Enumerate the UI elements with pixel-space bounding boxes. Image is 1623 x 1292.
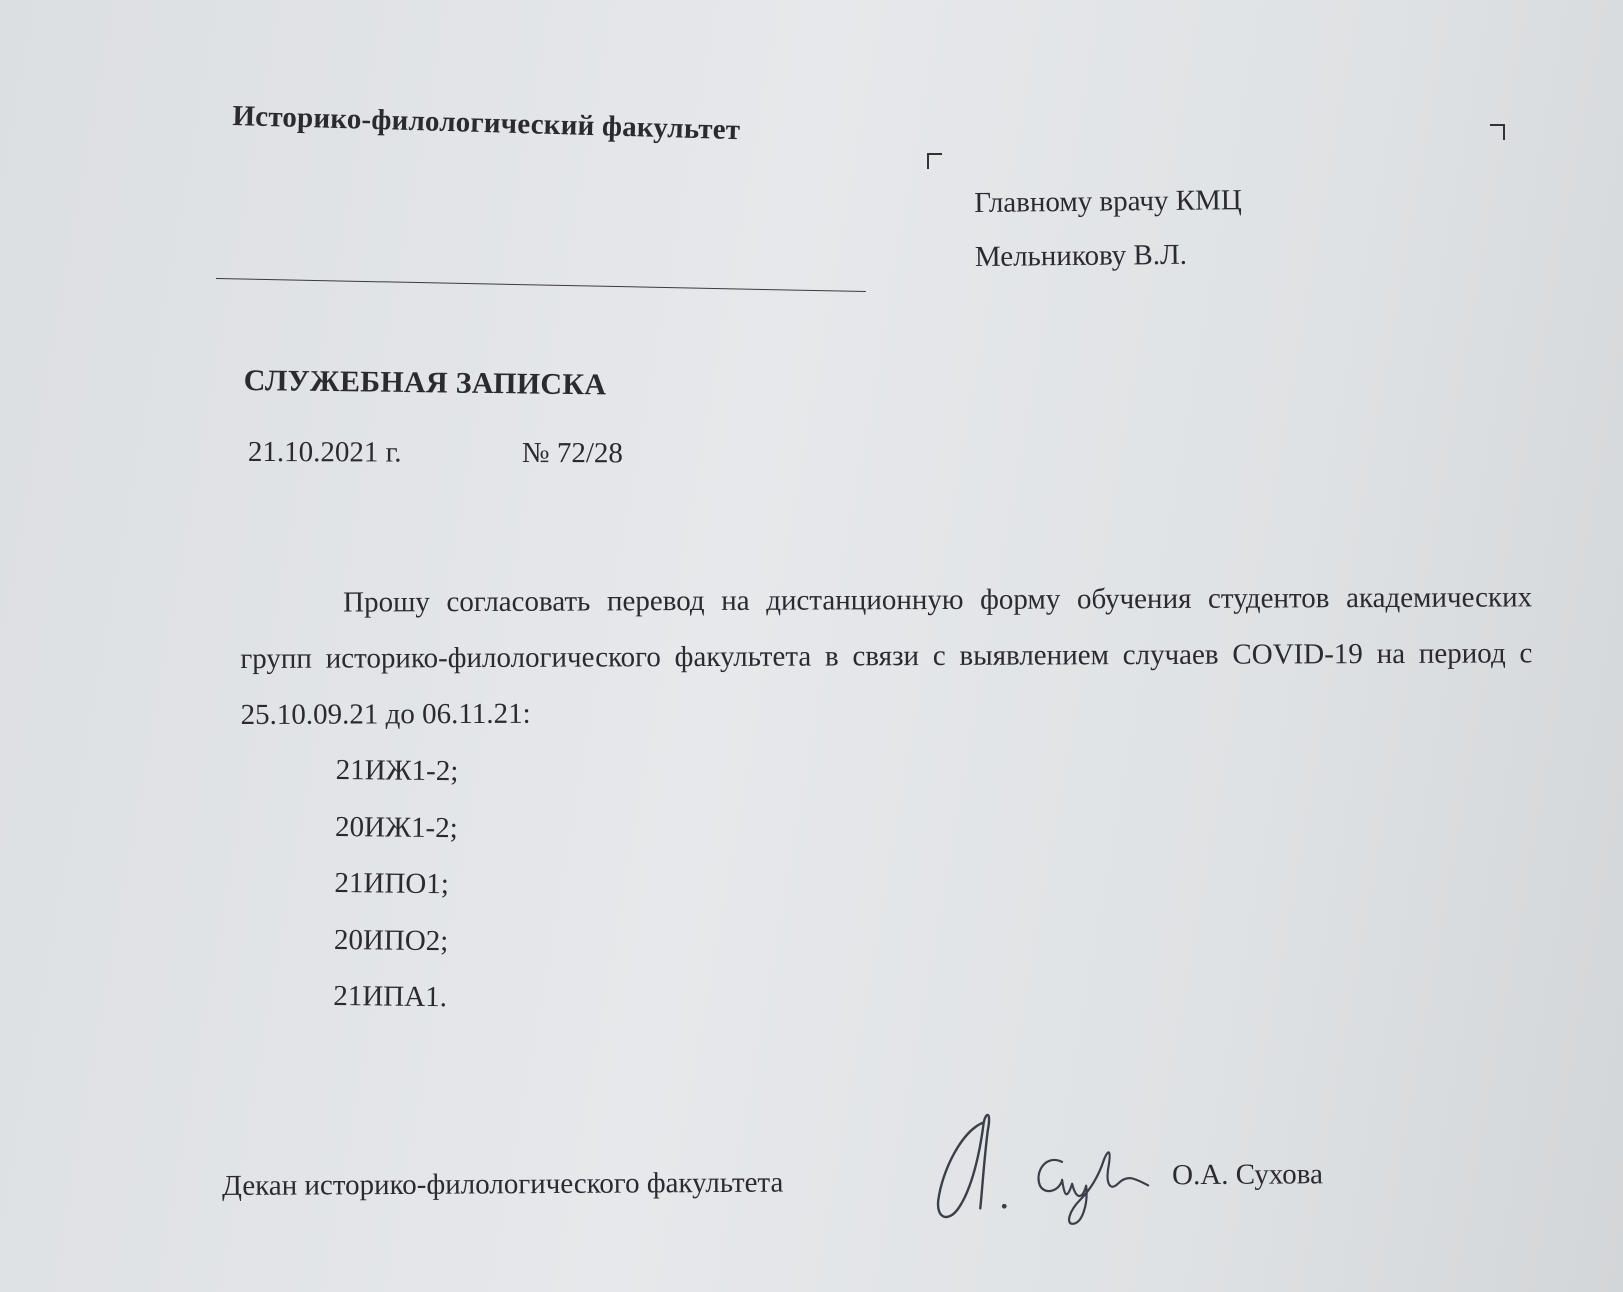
group-item: 21ИПА1. — [333, 979, 448, 1014]
addressee-block — [974, 173, 1243, 284]
group-item: 20ИПО2; — [333, 923, 449, 957]
group-item: 21ИЖ1-2; — [335, 753, 459, 788]
address-corner-mark-right — [1490, 124, 1505, 140]
faculty-header: Историко-филологический факультет — [232, 100, 741, 147]
memo-body-text: Прошу согласовать перевод на дистанционную форму обучения студентов академических групп историко-филологического факультета в связи с выявлением случаев COVID-19 на период с 25.10.09.21 до 06.11.21: — [240, 581, 1533, 731]
group-item: 21ИПО1; — [334, 866, 450, 901]
memo-date: 21.10.2021 г. — [247, 436, 402, 469]
address-corner-mark-left — [927, 153, 942, 169]
memo-meta — [247, 436, 623, 470]
signer-role: Декан историко-филологического факультета — [222, 1166, 784, 1202]
memo-number: № 72/28 — [521, 436, 623, 470]
addressee-position: Главному врачу КМЦ — [974, 184, 1242, 219]
addressee-name: Мельникову В.Л. — [974, 238, 1188, 273]
signer-name: О.А. Сухова — [1171, 1158, 1324, 1192]
group-item: 20ИЖ1-2; — [334, 810, 458, 844]
document-title: СЛУЖЕБНАЯ ЗАПИСКА — [243, 364, 607, 402]
header-divider — [216, 278, 866, 292]
signature-block — [222, 1158, 1382, 1225]
handwritten-signature — [922, 1099, 1153, 1230]
group-list — [333, 742, 459, 1026]
